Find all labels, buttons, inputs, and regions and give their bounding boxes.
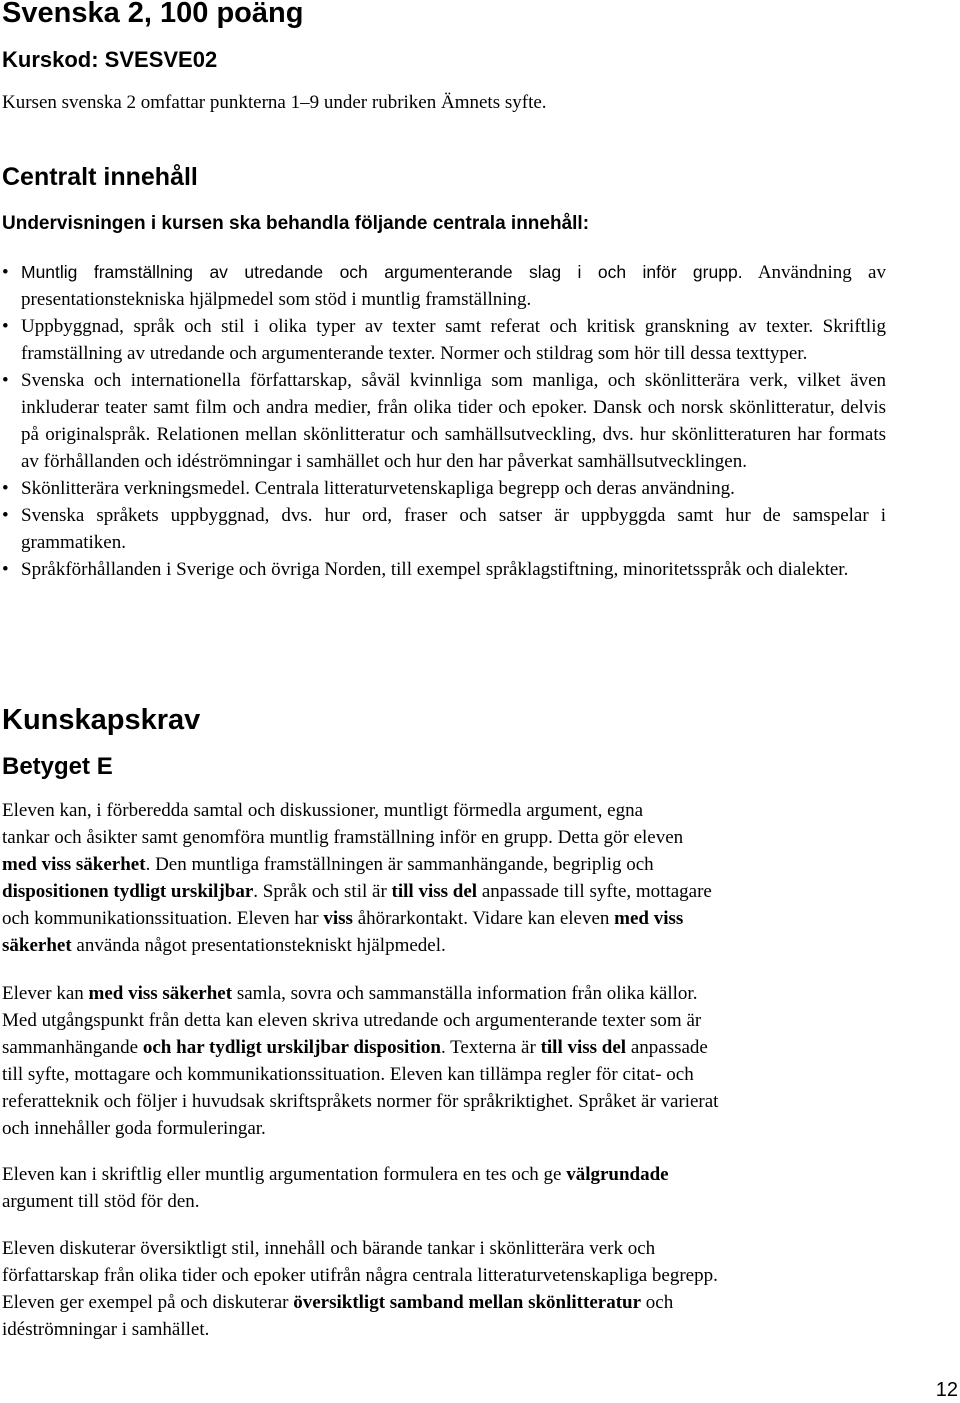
emphasis-text: med viss säkerhet: [88, 983, 233, 1004]
list-item-text: Svenska och internationella författarskap, såväl kvinnliga som manliga, och skönlitterära verk, vilket även inkluderar teater samt film och andra medier, från olika tider och epoker. Dansk och norsk skönlitteratur, delvis på originalspråk. Relationen mellan skönlitteratur och samhällsutveckling, dvs. hur skönlitteraturen har formats av förhållanden och idéströmningar i samhället och hur den har påverkat samhällsutvecklingen.: [21, 370, 886, 472]
line-text: Elever kan: [2, 983, 89, 1004]
line-text: . Texterna är: [440, 1037, 541, 1058]
requirement-paragraph-written: [2, 980, 718, 1142]
line-text: och kommunikationssituation. Eleven har: [2, 908, 324, 929]
line-text: Eleven ger exempel på och diskuterar: [2, 1292, 294, 1313]
list-item: [2, 475, 886, 502]
requirement-paragraph-literature: [2, 1235, 718, 1343]
list-item: [2, 313, 886, 367]
list-item: [2, 556, 886, 583]
paragraph-line: [2, 878, 712, 905]
paragraph-line: [2, 905, 712, 932]
list-item-text: Uppbyggnad, språk och stil i olika typer av texter samt referat och kritisk granskning av texter. Skriftlig framställning av utredande och argumenterande texter. Normer och stildrag som hör till dessa texttyper.: [21, 316, 886, 364]
paragraph-line: [2, 1034, 718, 1061]
line-text: och: [641, 1292, 674, 1313]
emphasis-text: viss: [323, 908, 353, 929]
line-text: använda något presentationstekniskt hjälpmedel.: [71, 935, 446, 956]
central-content-list: [2, 259, 886, 583]
emphasis-text: säkerhet: [2, 935, 72, 956]
line-text: samla, sovra och sammanställa information från olika källor.: [232, 983, 698, 1004]
line-text: Eleven kan i skriftlig eller muntlig argumentation formulera en tes och ge: [2, 1164, 567, 1185]
knowledge-requirements-heading: Kunskapskrav: [2, 704, 201, 736]
emphasis-text: välgrundade: [566, 1164, 669, 1185]
central-content-heading: Centralt innehåll: [2, 163, 198, 191]
list-item: [2, 259, 886, 313]
course-scope-text: Kursen svenska 2 omfattar punkterna 1–9 under rubriken Ämnets syfte.: [2, 92, 547, 113]
list-item: [2, 502, 886, 556]
paragraph-line: Med utgångspunkt från detta kan eleven skriva utredande och argumenterande texter som är: [2, 1010, 702, 1031]
paragraph-line: [2, 980, 718, 1007]
paragraph-line: [2, 1161, 669, 1188]
requirement-paragraph-argumentation: [2, 1161, 669, 1215]
emphasis-text: till viss del: [391, 881, 478, 902]
paragraph-line: till syfte, mottagare och kommunikationssituation. Eleven kan tillämpa regler för citat- och: [2, 1064, 694, 1085]
list-item-text: Skönlitterära verkningsmedel. Centrala litteraturvetenskapliga begrepp och deras användning.: [21, 478, 735, 499]
paragraph-line: argument till stöd för den.: [2, 1191, 200, 1212]
paragraph-line: [2, 1289, 718, 1316]
paragraph-line: [2, 851, 712, 878]
emphasis-text: dispositionen tydligt urskiljbar: [2, 881, 254, 902]
emphasis-text: med viss: [614, 908, 684, 929]
line-text: anpassade till syfte, mottagare: [477, 881, 712, 902]
line-text: . Den muntliga framställningen är sammanhängande, begriplig och: [145, 854, 654, 875]
list-item-text: Språkförhållanden i Sverige och övriga Norden, till exempel språklagstiftning, minoritetsspråk och dialekter.: [21, 559, 849, 580]
list-item: [2, 367, 886, 475]
emphasis-text: med viss säkerhet: [2, 854, 146, 875]
paragraph-line: tankar och åsikter samt genomföra muntlig framställning inför en grupp. Detta gör eleven: [2, 827, 684, 848]
paragraph-line: Eleven kan, i förberedda samtal och diskussioner, muntligt förmedla argument, egna: [2, 800, 644, 821]
paragraph-line: idéströmningar i samhället.: [2, 1319, 210, 1340]
course-code: Kurskod: SVESVE02: [2, 47, 218, 72]
line-text: anpassade: [626, 1037, 708, 1058]
list-item-text: Användning av presentationstekniska hjälpmedel som stöd i muntlig framställning.: [21, 262, 886, 310]
paragraph-line: Eleven diskuterar översiktligt stil, innehåll och bärande tankar i skönlitterära verk och: [2, 1238, 656, 1259]
central-content-intro: Undervisningen i kursen ska behandla följande centrala innehåll:: [2, 213, 590, 234]
emphasis-text: till viss del: [540, 1037, 627, 1058]
paragraph-line: referatteknik och följer i huvudsak skriftspråkets normer för språkriktighet. Språket är varierat: [2, 1091, 719, 1112]
paragraph-line: författarskap från olika tider och epoker utifrån några centrala litteraturvetenskapliga begrepp.: [2, 1265, 718, 1286]
emphasis-text: och har tydligt urskiljbar disposition: [142, 1037, 441, 1058]
emphasis-text: översiktligt samband mellan skönlitteratur: [293, 1292, 642, 1313]
grade-heading: Betyget E: [2, 753, 113, 780]
list-item-text: Svenska språkets uppbyggnad, dvs. hur ord, fraser och satser är uppbyggda samt hur de samspelar i grammatiken.: [21, 505, 886, 553]
requirement-paragraph-oral: [2, 797, 712, 959]
paragraph-line: [2, 932, 712, 959]
line-text: sammanhängande: [2, 1037, 143, 1058]
list-item-text-sans: Muntlig framställning av utredande och argumenterande slag i och inför grupp.: [21, 262, 743, 282]
line-text: åhörarkontakt. Vidare kan eleven: [352, 908, 615, 929]
page-number: 12: [935, 1379, 958, 1401]
document-title: Svenska 2, 100 poäng: [2, 0, 304, 29]
line-text: . Språk och stil är: [253, 881, 392, 902]
paragraph-line: och innehåller goda formuleringar.: [2, 1118, 266, 1139]
